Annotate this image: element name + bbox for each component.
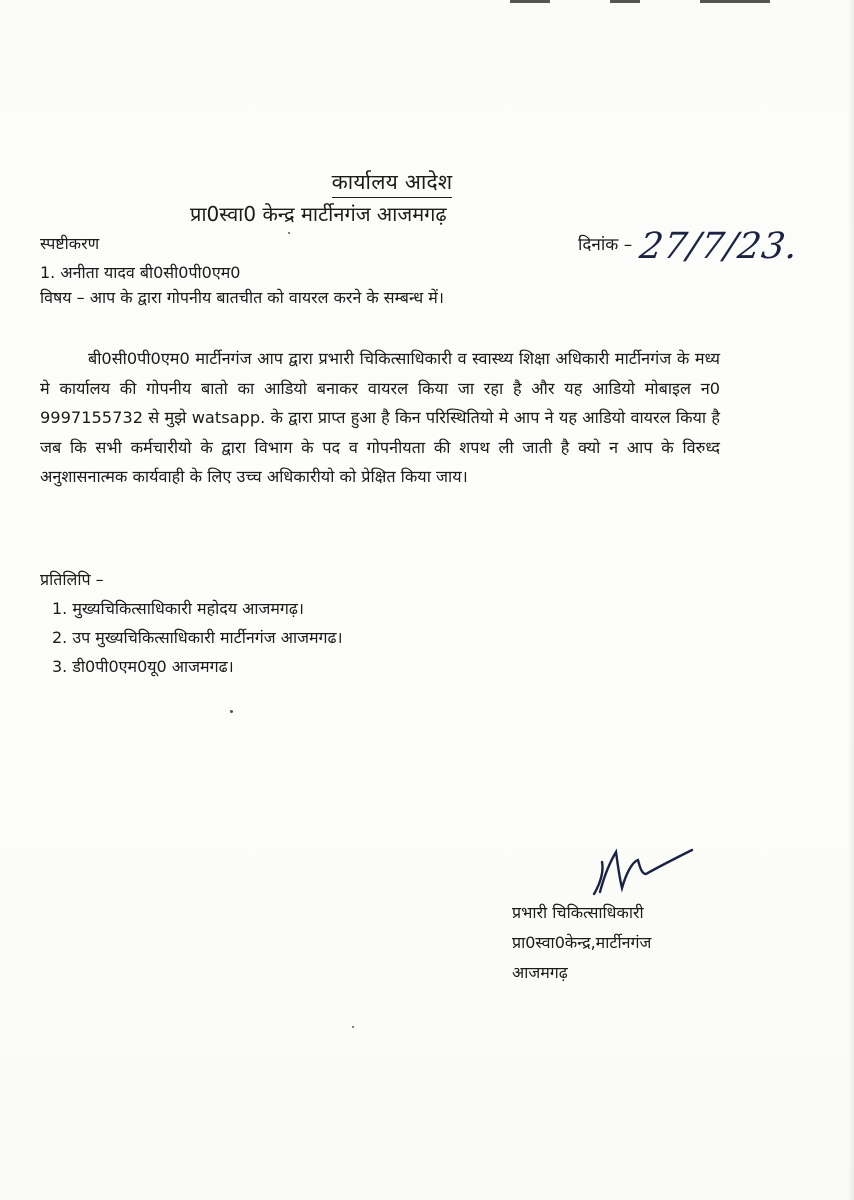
scan-top-marks: [500, 0, 800, 6]
signature: [580, 822, 710, 902]
scan-speck: [288, 232, 290, 234]
date-label: दिनांक –: [578, 235, 633, 255]
signatory-designation: प्रभारी चिकित्साधिकारी: [512, 903, 644, 922]
body-paragraph: बी0सी0पी0एम0 मार्टीनगंज आप द्वारा प्रभारी चिकित्साधिकारी व स्वास्थ्य शिक्षा अधिकारी मार्टीनगंज के मध्य मे कार्यालय की गोपनीय बातो का आडियो बनाकर वायरल किया जा रहा है और यह आडियो मोबाइल न0 9997155732 से मुझे watsapp. के द्वारा प्राप्त हुआ है किन परिस्थितियो मे आप ने यह आडियो वायरल किया है जब कि सभी कर्मचारीयो के द्वारा विभाग के पद व गोपनीयता की शपथ ली जाती है क्यो न आप के विरुध्द अनुशासनात्मक कार्यवाही के लिए उच्च अधिकारीयो को प्रेक्षित किया जाय।: [40, 349, 720, 486]
clarification-label: स्पष्टीकरण: [40, 234, 100, 253]
copy-to-heading: प्रतिलिपि –: [40, 570, 104, 589]
subject-line: विषय – आप के द्वारा गोपनीय बातचीत को वायरल करने के सम्बन्ध में।: [40, 288, 444, 307]
copy-to-item: 3. डी0पी0एम0यू0 आजमगढ।: [52, 657, 234, 676]
document-title: कार्यालय आदेश: [0, 168, 854, 198]
copy-to-list: [52, 594, 343, 681]
handwritten-date: 27/7/23.: [637, 226, 802, 267]
signatory-district: आजमगढ़: [512, 963, 568, 982]
signatory-office: प्रा0स्वा0केन्द्र,मार्टीनगंज: [512, 933, 652, 952]
scan-speck: [230, 710, 233, 713]
office-name: प्रा0स्वा0 केन्द्र मार्टीनगंज आजमगढ़: [190, 202, 447, 226]
copy-to-item: 1. मुख्यचिकित्साधिकारी महोदय आजमगढ़।: [52, 599, 304, 618]
scan-speck: [352, 1026, 354, 1028]
signatory-block: [512, 898, 651, 988]
addressee: 1. अनीता यादव बी0सी0पी0एम0: [40, 263, 241, 282]
copy-to-item: 2. उप मुख्यचिकित्साधिकारी मार्टीनगंज आजमगढ।: [52, 628, 343, 647]
